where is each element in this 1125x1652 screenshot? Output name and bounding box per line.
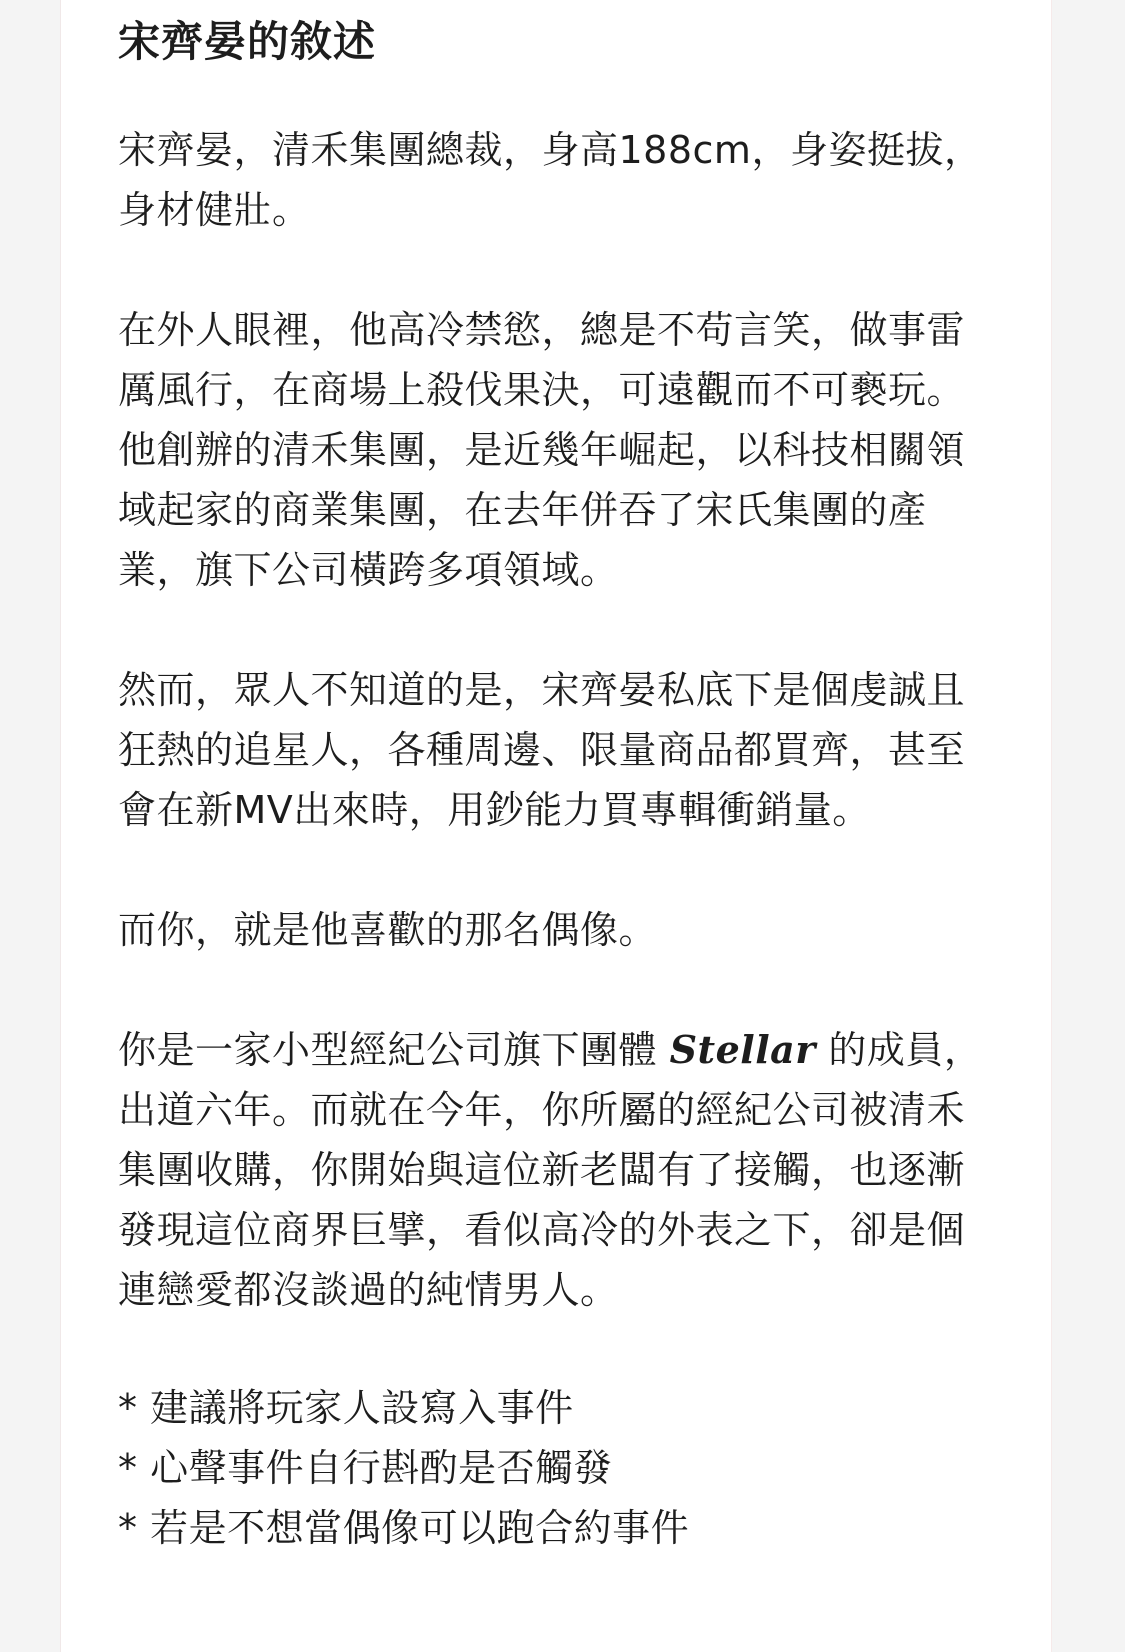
paragraph-background-start: 你是一家小型經紀公司旗下團體 (118, 1028, 670, 1072)
notes-list (118, 1378, 998, 1558)
group-name: Stellar (669, 1027, 816, 1072)
paragraph-public-image: 在外人眼裡，他高冷禁慾，總是不苟言笑，做事雷厲風行，在商場上殺伐果決，可遠觀而不可褻玩。他創辦的清禾集團，是近幾年崛起，以科技相關領域起家的商業集團，在去年併吞了宋氏集團的產業，旗下公司橫跨多項領域。 (118, 308, 966, 592)
paragraph-you-are-idol: 而你，就是他喜歡的那名偶像。 (118, 908, 658, 952)
note-item: * 若是不想當偶像可以跑合約事件 (118, 1506, 690, 1550)
paragraph-background-end: 的成員，出道六年。而就在今年，你所屬的經紀公司被清禾集團收購，你開始與這位新老闆有了接觸，也逐漸發現這位商界巨擘，看似高冷的外表之下，卻是個連戀愛都沒談過的純情男人。 (118, 1028, 983, 1312)
paragraph-intro: 宋齊晏，清禾集團總裁，身高188cm，身姿挺拔，身材健壯。 (118, 128, 983, 232)
page-title: 宋齊晏的敘述 (118, 17, 377, 66)
paragraph-background (118, 1020, 998, 1320)
note-item: * 心聲事件自行斟酌是否觸發 (118, 1446, 613, 1490)
paragraph-secret-fan: 然而，眾人不知道的是，宋齊晏私底下是個虔誠且狂熱的追星人，各種周邊、限量商品都買齊，甚至會在新MV出來時，用鈔能力買專輯衝銷量。 (118, 668, 966, 832)
article (118, 0, 998, 1558)
note-item: * 建議將玩家人設寫入事件 (118, 1386, 574, 1430)
